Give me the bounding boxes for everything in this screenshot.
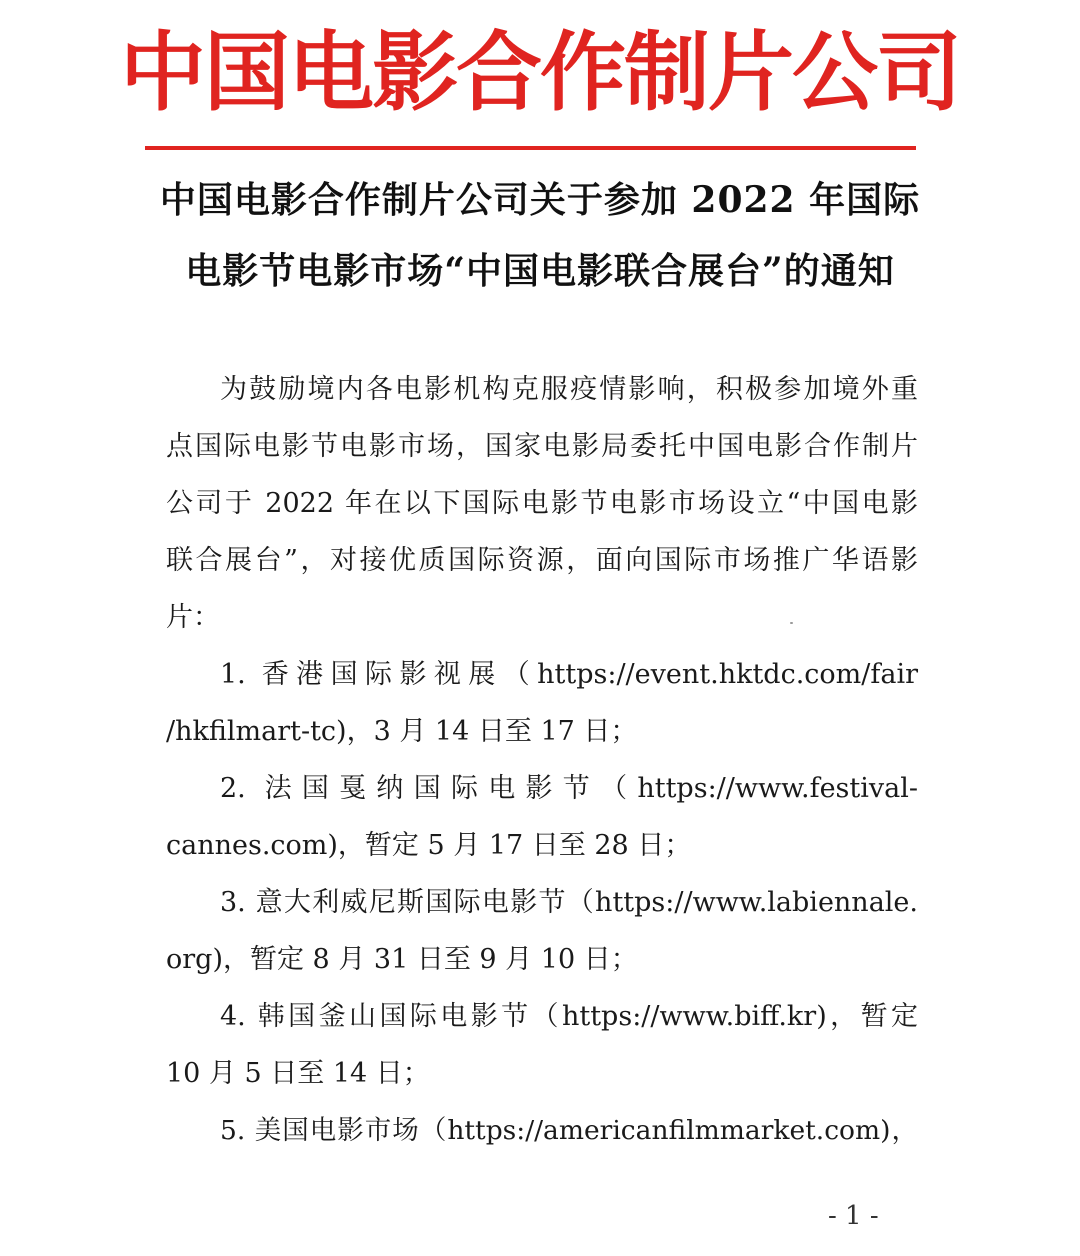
- letterhead-org-name: 中国电影合作制片公司: [120, 22, 960, 123]
- list-item-5-line-1: 5. 美国电影市场（https://americanfilmmarket.com)，: [220, 1115, 918, 1146]
- scan-speck: [790, 622, 793, 624]
- notice-title-line-2: 电影节电影市场“中国电影联合展台”的通知: [185, 250, 895, 292]
- intro-line-1: 为鼓励境内各电影机构克服疫情影响，积极参加境外重: [220, 374, 918, 405]
- list-item-4-line-2: 10 月 5 日至 14 日；: [166, 1058, 430, 1089]
- notice-title-line-1: 中国电影合作制片公司关于参加 2022 年国际: [159, 179, 921, 221]
- list-item-1-line-1: 1. 香港国际影视展（https://event.hktdc.com/fair: [220, 659, 918, 690]
- intro-line-4: 联合展台”，对接优质国际资源，面向国际市场推广华语影: [166, 545, 918, 576]
- letterhead-red-rule: [145, 146, 916, 150]
- list-item-4-line-1: 4. 韩国釜山国际电影节（https://www.biff.kr)，暂定: [220, 1001, 918, 1032]
- page-number: - 1 -: [828, 1201, 879, 1231]
- list-item-3-line-2: org)，暂定 8 月 31 日至 9 月 10 日；: [166, 944, 638, 975]
- intro-line-3: 公司于 2022 年在以下国际电影节电影市场设立“中国电影: [166, 488, 918, 519]
- list-item-2-line-1: 2. 法国戛纳国际电影节（https://www.festival-: [220, 773, 918, 804]
- intro-line-2: 点国际电影节电影市场，国家电影局委托中国电影合作制片: [166, 431, 918, 462]
- intro-line-5: 片：: [166, 602, 220, 633]
- list-item-1-line-2: /hkfilmart-tc)，3 月 14 日至 17 日；: [166, 716, 638, 747]
- list-item-3-line-1: 3. 意大利威尼斯国际电影节（https://www.labiennale.: [220, 887, 918, 918]
- list-item-2-line-2: cannes.com)，暂定 5 月 17 日至 28 日；: [166, 830, 692, 861]
